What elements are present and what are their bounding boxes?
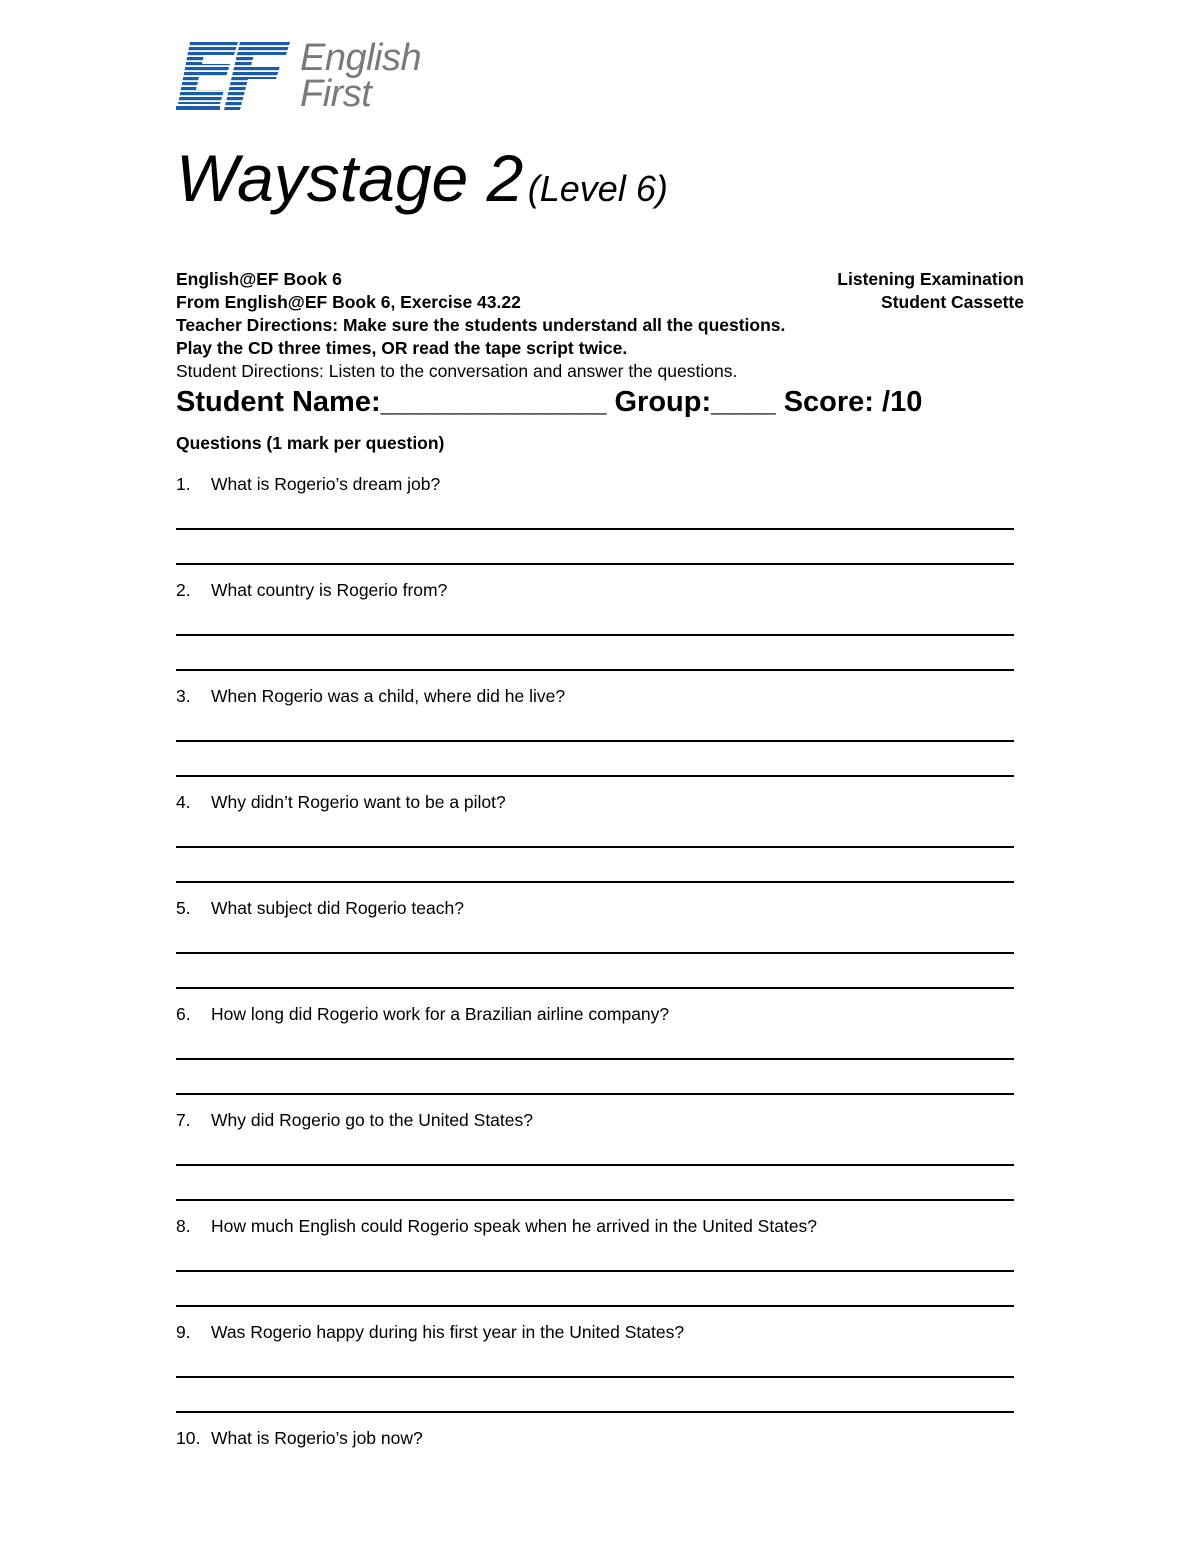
question-text-row — [176, 898, 1016, 920]
question-text-row — [176, 580, 1016, 602]
answer-line[interactable] — [176, 952, 1014, 954]
exam-type: Listening Examination — [837, 269, 1024, 289]
question-text-row — [176, 686, 1016, 708]
answer-line[interactable] — [176, 881, 1014, 883]
play-directions: Play the CD three times, OR read the tape script twice. — [176, 338, 628, 358]
title-level: (Level 6) — [527, 168, 668, 209]
question-item — [176, 898, 1016, 920]
logo-wordmark — [300, 37, 422, 115]
exam-title — [176, 140, 668, 216]
question-text: Was Rogerio happy during his first year in the United States? — [211, 1322, 685, 1342]
logo-word-english: English — [300, 37, 422, 79]
question-text: When Rogerio was a child, where did he live? — [211, 686, 566, 706]
question-number: 8. — [176, 1216, 191, 1236]
answer-line[interactable] — [176, 528, 1014, 530]
question-text-row — [176, 1216, 1016, 1238]
logo-word-first: First — [300, 73, 372, 115]
answer-line[interactable] — [176, 1164, 1014, 1166]
question-item — [176, 1322, 1016, 1344]
question-text: How long did Rogerio work for a Brazilian airline company? — [211, 1004, 670, 1024]
question-number: 5. — [176, 898, 191, 918]
question-number: 4. — [176, 792, 191, 812]
question-item — [176, 686, 1016, 708]
question-text: What country is Rogerio from? — [211, 580, 448, 600]
question-item — [176, 1216, 1016, 1238]
title-main: Waystage 2 — [176, 141, 524, 215]
question-text: How much English could Rogerio speak when he arrived in the United States? — [211, 1216, 818, 1236]
media-type: Student Cassette — [881, 292, 1024, 312]
question-text-row — [176, 792, 1016, 814]
question-text: What is Rogerio’s job now? — [211, 1428, 423, 1448]
exam-header — [176, 268, 1024, 383]
answer-line[interactable] — [176, 1376, 1014, 1378]
question-text-row — [176, 1428, 1016, 1450]
answer-line[interactable] — [176, 563, 1014, 565]
question-text: What is Rogerio’s dream job? — [211, 474, 441, 494]
answer-line[interactable] — [176, 1305, 1014, 1307]
answer-line[interactable] — [176, 775, 1014, 777]
question-number: 2. — [176, 580, 191, 600]
question-item — [176, 580, 1016, 602]
question-text: What subject did Rogerio teach? — [211, 898, 464, 918]
answer-line[interactable] — [176, 1411, 1014, 1413]
question-number: 10. — [176, 1428, 201, 1448]
question-text-row — [176, 1322, 1016, 1344]
question-number: 6. — [176, 1004, 191, 1024]
question-item — [176, 1110, 1016, 1132]
answer-line[interactable] — [176, 1270, 1014, 1272]
answer-line[interactable] — [176, 740, 1014, 742]
answer-line[interactable] — [176, 1058, 1014, 1060]
student-name-group-score: Student Name:______________ Group:____ Score: /10 — [176, 386, 923, 418]
question-text-row — [176, 1110, 1016, 1132]
question-text: Why didn’t Rogerio want to be a pilot? — [211, 792, 506, 812]
english-first-logo — [176, 37, 426, 115]
teacher-directions: Teacher Directions: Make sure the students understand all the questions. — [176, 315, 786, 335]
question-text-row — [176, 474, 1016, 496]
answer-line[interactable] — [176, 987, 1014, 989]
student-directions: Student Directions: Listen to the conversation and answer the questions. — [176, 361, 738, 381]
answer-line[interactable] — [176, 846, 1014, 848]
question-number: 7. — [176, 1110, 191, 1130]
exercise-source: From English@EF Book 6, Exercise 43.22 — [176, 292, 521, 312]
question-number: 1. — [176, 474, 191, 494]
question-item — [176, 1004, 1016, 1026]
question-text-row — [176, 1004, 1016, 1026]
ef-logo-mark — [176, 42, 292, 112]
question-item — [176, 474, 1016, 496]
questions-heading: Questions (1 mark per question) — [176, 433, 445, 453]
answer-line[interactable] — [176, 634, 1014, 636]
answer-line[interactable] — [176, 1093, 1014, 1095]
question-item — [176, 1428, 1016, 1450]
question-text: Why did Rogerio go to the United States? — [211, 1110, 533, 1130]
answer-line[interactable] — [176, 1199, 1014, 1201]
book-name: English@EF Book 6 — [176, 269, 342, 289]
question-item — [176, 792, 1016, 814]
question-number: 3. — [176, 686, 191, 706]
question-number: 9. — [176, 1322, 191, 1342]
answer-line[interactable] — [176, 669, 1014, 671]
